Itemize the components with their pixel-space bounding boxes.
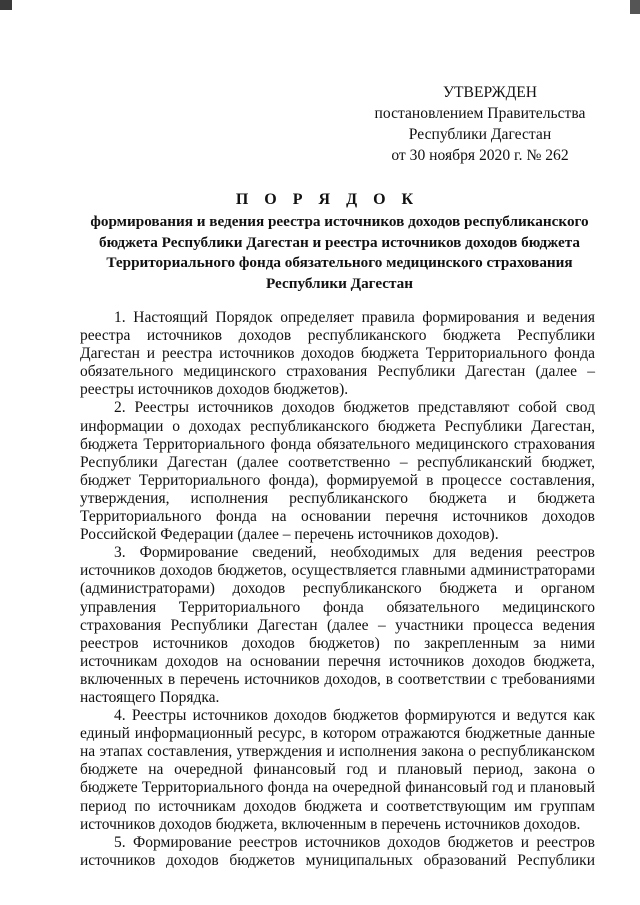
approval-issuer: постановлением Правительства (374, 105, 586, 122)
paragraph-5: 5. Формирование реестров источников доходов бюджетов и реестров источников доходов бюджетов муниципальных образований Республики (80, 833, 595, 869)
document-title: П О Р Я Д О К (235, 191, 420, 208)
approval-stamp (360, 82, 600, 166)
approval-title: УТВЕРЖДЕН (442, 84, 537, 101)
approval-date: от 30 ноября 2020 г. № 262 (391, 147, 569, 164)
paragraph-4: 4. Реестры источников доходов бюджетов формируются и ведутся как единый информационный ресурс, в котором отражаются бюджетные данные на этапах составления, утверждения и исполнения закона о республиканском бюджете на очередной финансовый год и плановый период, закона о бюджете Территориального фонда на очередной финансовый год и плановый период по источникам доходов бюджета и соответствующим им группам источников доходов бюджета, включенным в перечень источников доходов. (80, 707, 595, 833)
paragraph-3: 3. Формирование сведений, необходимых для ведения реестров источников доходов бюджетов, осуществляется главными администраторами (администраторами) доходов республиканского бюджета и органом управления Территориального фонда обязательного медицинского страхования Республики Дагестан (далее – участники процесса ведения реестров источников доходов бюджетов) по закрепленным за ними источникам доходов на основании перечня источников доходов бюджета, включенных в перечень источников доходов, в соответствии с требованиями настоящего Порядка. (80, 544, 595, 706)
scan-artifact-left (0, 0, 12, 10)
scan-artifact-right (630, 0, 640, 14)
paragraph-1: 1. Настоящий Порядок определяет правила формирования и ведения реестра источников доходов республиканского бюджета Республики Дагестан и реестра источников доходов бюджета Территориального фонда обязательного медицинского страхования Республики Дагестан (далее – реестры источников доходов бюджетов). (80, 309, 595, 399)
document-body (80, 309, 595, 870)
paragraph-2: 2. Реестры источников доходов бюджетов представляют собой свод информации о доходах республиканского бюджета Республики Дагестан, бюджета Территориального фонда обязательного медицинского страхования Республики Дагестан (далее соответственно – республиканский бюджет, бюджет Территориального фонда), формируемой в процессе составления, утверждения, исполнения республиканского бюджета и бюджета Территориального фонда на основании перечня источников доходов Российской Федерации (далее – перечень источников доходов). (80, 399, 595, 544)
approval-region: Республики Дагестан (408, 126, 552, 143)
document-subtitle: формирования и ведения реестра источников доходов республиканского бюджета Республики Дагестан и реестра источников доходов бюджета Территориального фонда обязательного медицинского страхования Республики Дагестан (90, 213, 589, 292)
document-heading (60, 188, 595, 294)
